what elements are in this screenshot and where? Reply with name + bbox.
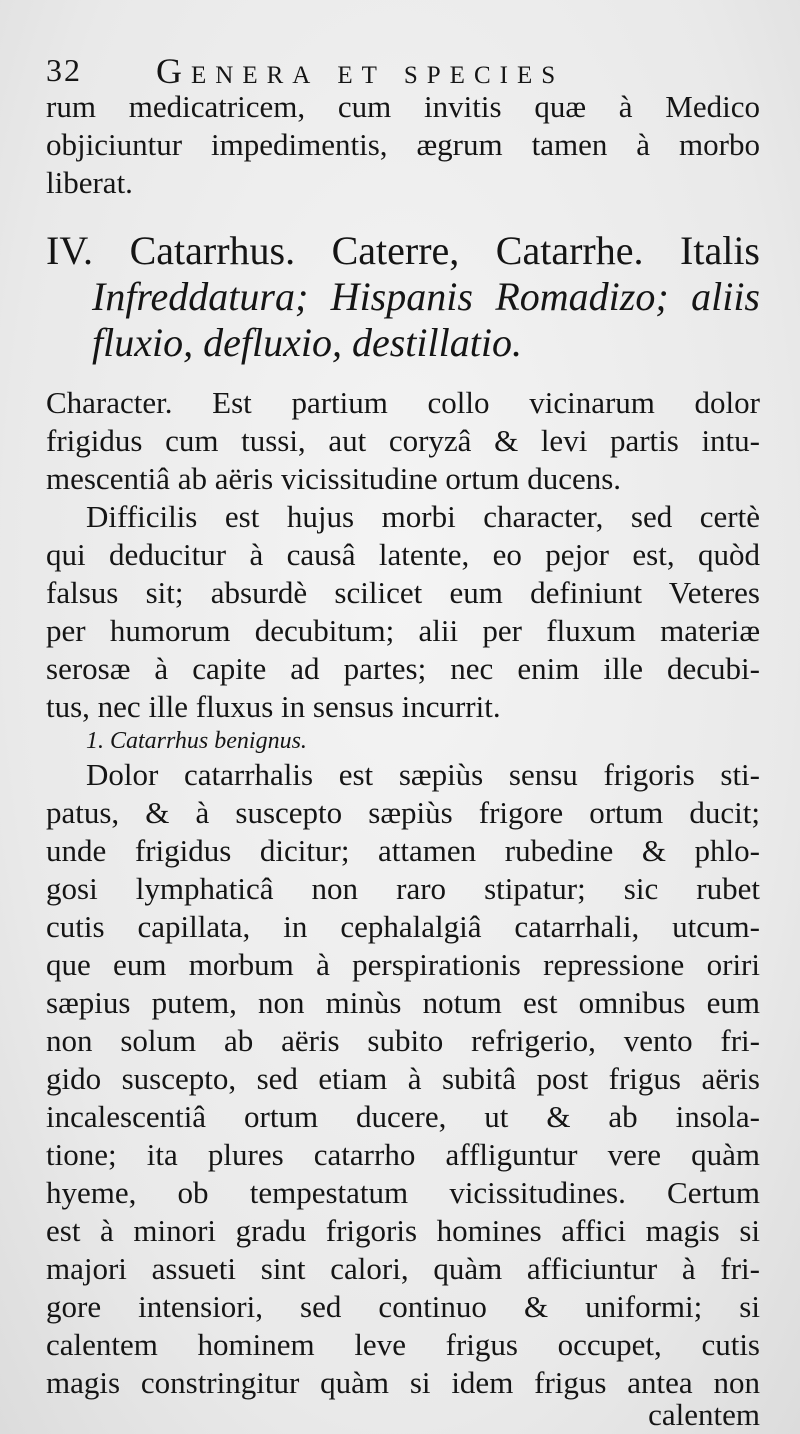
subsection-heading: 1. Catarrhus benignus.	[86, 728, 307, 754]
text-line: objiciuntur impedimentis, ægrum tamen à morbo	[46, 127, 760, 162]
text-line: gido suscepto, sed etiam à subitâ post frigus aëris	[46, 1061, 760, 1096]
text-line: rum medicatricem, cum invitis quæ à Medico	[46, 89, 760, 124]
text-line: calentem hominem leve frigus occupet, cutis	[46, 1327, 760, 1362]
paragraph-start: Difficilis est hujus morbi character, sed certè	[86, 499, 760, 534]
text-line: patus, & à suscepto sæpiùs frigore ortum ducit;	[46, 795, 760, 830]
section-heading-synonyms: Infreddatura; Hispanis Romadizo; aliis	[92, 274, 760, 319]
text-line: unde frigidus dicitur; attamen rubedine & phlo-	[46, 833, 760, 868]
catchword: calentem	[648, 1397, 760, 1432]
section-heading-synonyms: fluxio, defluxio, destillatio.	[92, 320, 522, 365]
character-paragraph: Character. Est partium collo vicinarum dolor	[46, 385, 760, 420]
text-line: mescentiâ ab aëris vicissitudine ortum ducens.	[46, 461, 622, 496]
text-line: frigidus cum tussi, aut coryzâ & levi partis intu-	[46, 423, 760, 458]
text-line: incalescentiâ ortum ducere, ut & ab insola-	[46, 1099, 760, 1134]
text-line: gosi lymphaticâ non raro stipatur; sic rubet	[46, 871, 760, 906]
text-line: est à minori gradu frigoris homines affici magis si	[46, 1213, 760, 1248]
text-line: serosæ à capite ad partes; nec enim ille decubi-	[46, 651, 760, 686]
text-line: tione; ita plures catarrho affliguntur vere quàm	[46, 1137, 760, 1172]
paragraph-start: Dolor catarrhalis est sæpiùs sensu frigoris sti-	[86, 757, 760, 792]
text-line: liberat.	[46, 165, 133, 200]
text-line: qui deducitur à causâ latente, eo pejor est, quòd	[46, 537, 760, 572]
section-heading: IV. Catarrhus. Caterre, Catarrhe. Italis	[46, 228, 760, 273]
text-line: per humorum decubitum; alii per fluxum materiæ	[46, 613, 760, 648]
text-line: hyeme, ob tempestatum vicissitudines. Certum	[46, 1175, 760, 1210]
text-line: tus, nec ille fluxus in sensus incurrit.	[46, 689, 501, 724]
text-line: sæpius putem, non minùs notum est omnibus eum	[46, 985, 760, 1020]
text-line: falsus sit; absurdè scilicet eum definiunt Veteres	[46, 575, 760, 610]
running-head: Genera et species	[156, 51, 565, 91]
text-line: que eum morbum à perspirationis repressione oriri	[46, 947, 760, 982]
text-line: magis constringitur quàm si idem frigus antea non	[46, 1365, 760, 1400]
text-line: non solum ab aëris subito refrigerio, vento fri-	[46, 1023, 760, 1058]
text-line: majori assueti sint calori, quàm afficiuntur à fri-	[46, 1251, 760, 1286]
page-number: 32	[46, 52, 82, 88]
text-line: gore intensiori, sed continuo & uniformi; si	[46, 1289, 760, 1324]
text-line: cutis capillata, in cephalalgiâ catarrhali, utcum-	[46, 909, 760, 944]
